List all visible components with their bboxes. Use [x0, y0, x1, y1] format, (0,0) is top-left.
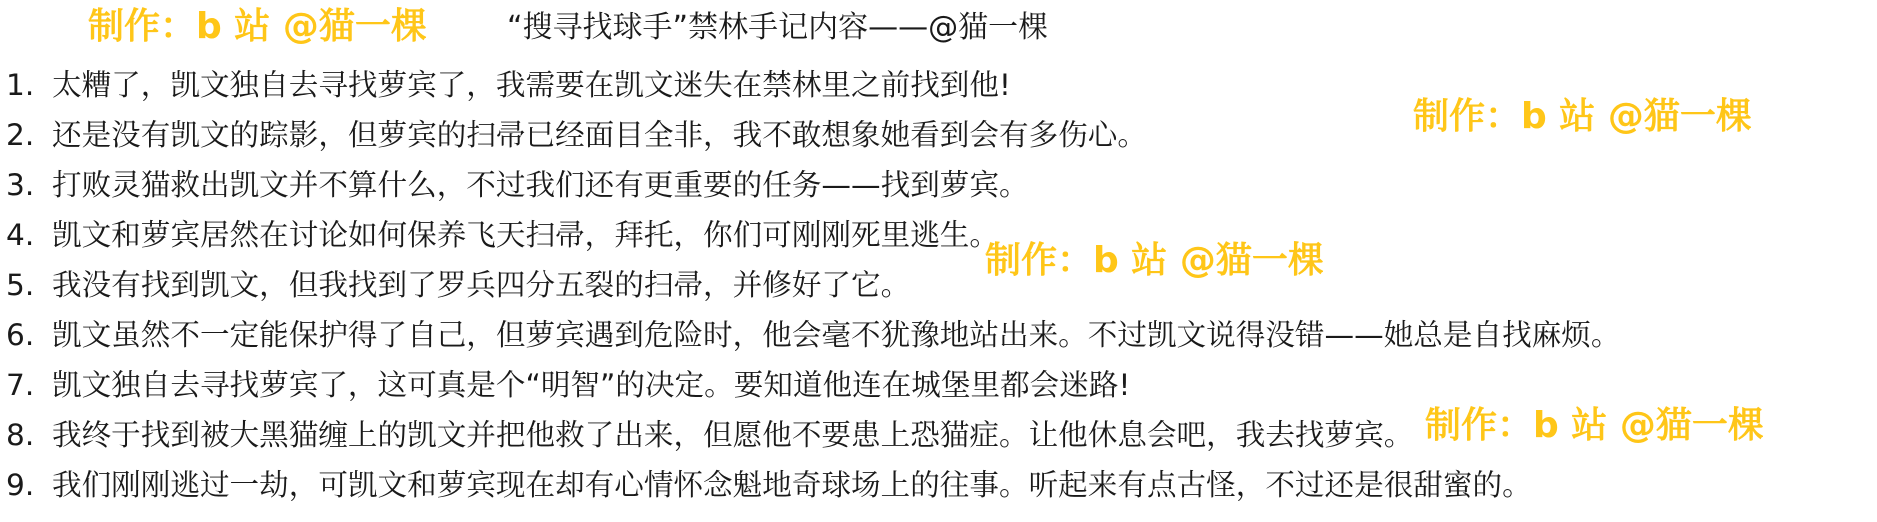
item-number: 3. [6, 168, 35, 202]
watermark: 制作：b 站 @猫一棵 [1425, 405, 1764, 446]
item-number: 2. [6, 118, 35, 152]
item-text: 我没有找到凯文，但我找到了罗兵四分五裂的扫帚，并修好了它。 [52, 268, 911, 302]
item-text: 打败灵猫救出凯文并不算什么，不过我们还有更重要的任务——找到萝宾。 [52, 168, 1029, 202]
item-text: 太糟了，凯文独自去寻找萝宾了，我需要在凯文迷失在禁林里之前找到他! [52, 68, 1011, 102]
item-number: 8. [6, 418, 35, 452]
item-text: 还是没有凯文的踪影，但萝宾的扫帚已经面目全非，我不敢想象她看到会有多伤心。 [52, 118, 1147, 152]
item-number: 9. [6, 468, 35, 502]
item-number: 4. [6, 218, 35, 252]
item-text: 凯文虽然不一定能保护得了自己，但萝宾遇到危险时，他会毫不犹豫地站出来。不过凯文说得没错——她总是自找麻烦。 [52, 318, 1621, 352]
item-number: 5. [6, 268, 35, 302]
item-text: 凯文和萝宾居然在讨论如何保养飞天扫帚，拜托，你们可刚刚死里逃生。 [52, 218, 999, 252]
item-number: 6. [6, 318, 35, 352]
item-text: 我们刚刚逃过一劫，可凯文和萝宾现在却有心情怀念魁地奇球场上的往事。听起来有点古怪，不过还是很甜蜜的。 [52, 468, 1532, 502]
watermark: 制作：b 站 @猫一棵 [1413, 96, 1752, 137]
item-text: 凯文独自去寻找萝宾了，这可真是个“明智”的决定。要知道他连在城堡里都会迷路! [52, 368, 1131, 402]
watermark: 制作：b 站 @猫一棵 [88, 6, 427, 47]
item-text: 我终于找到被大黑猫缠上的凯文并把他救了出来，但愿他不要患上恐猫症。让他休息会吧，我去找萝宾。 [52, 418, 1414, 452]
watermark: 制作：b 站 @猫一棵 [985, 240, 1324, 281]
item-number: 1. [6, 68, 35, 102]
page-title: “搜寻找球手”禁林手记内容——@猫一棵 [507, 10, 1049, 45]
item-number: 7. [6, 368, 35, 402]
